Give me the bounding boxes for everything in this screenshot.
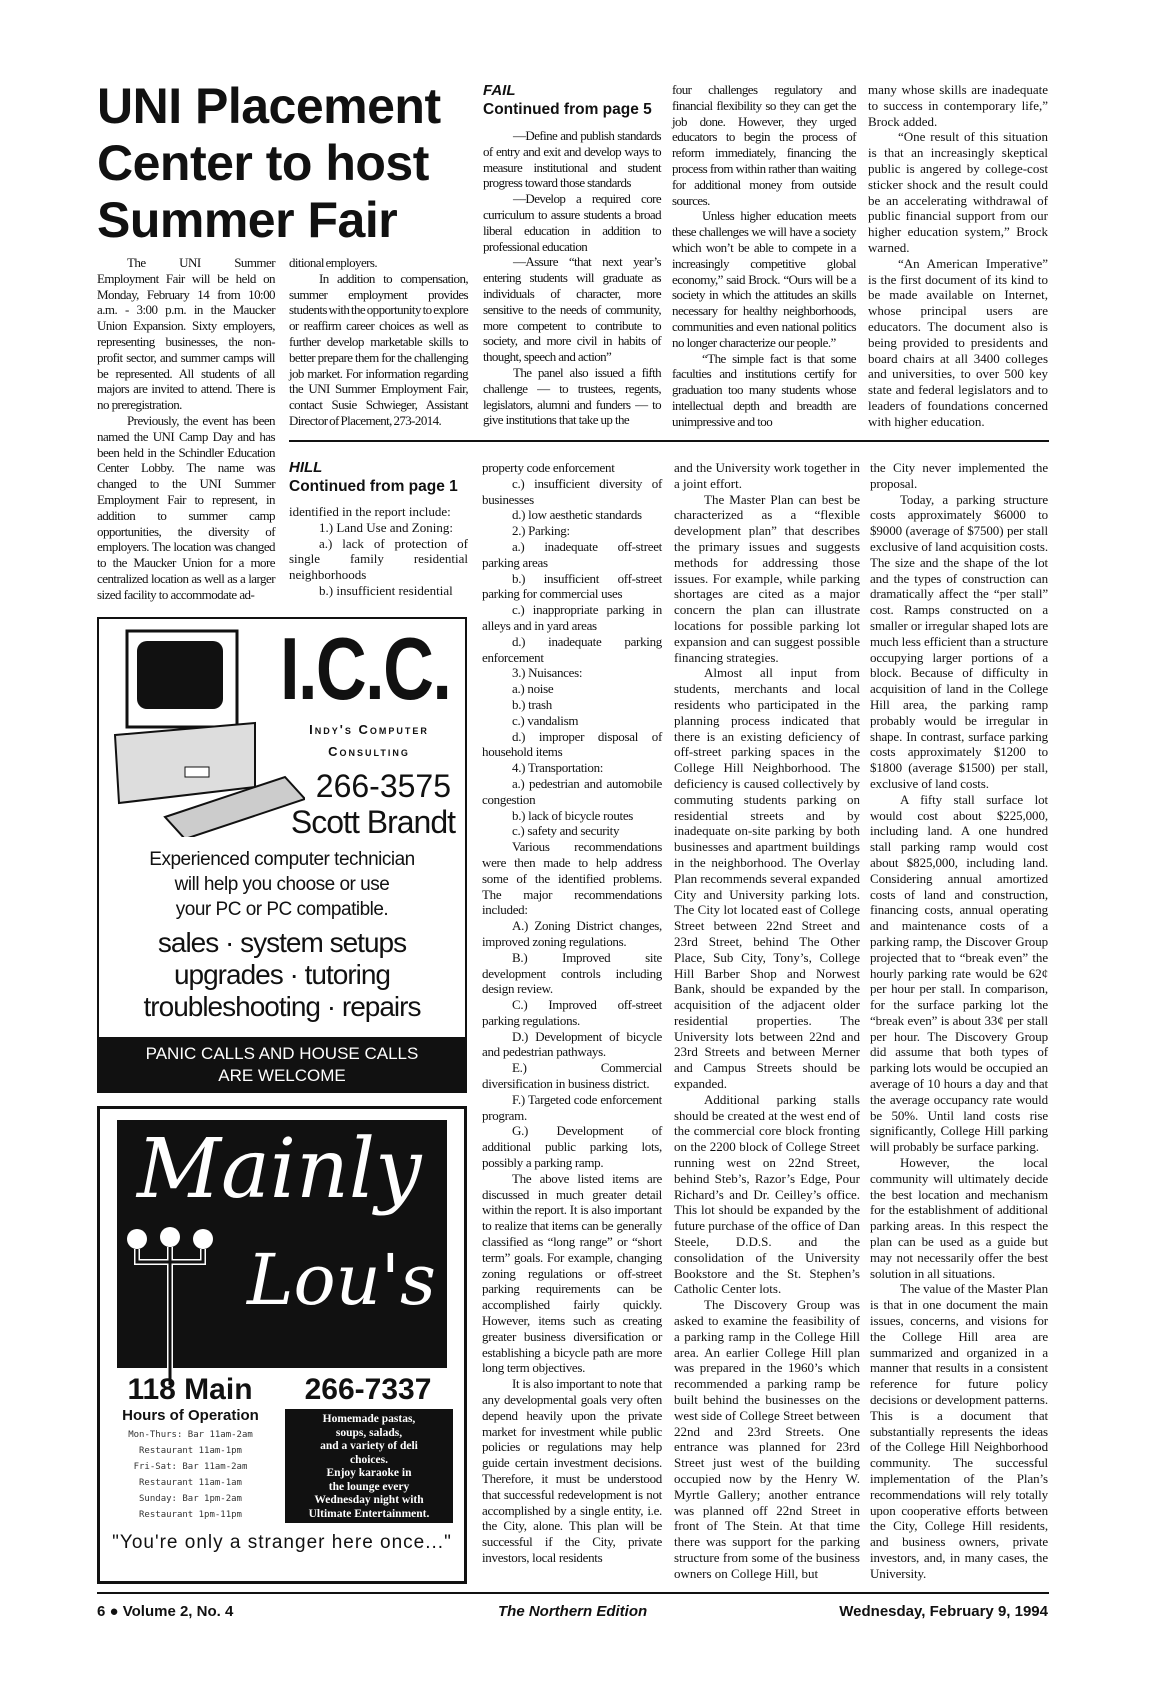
paragraph: b.) insufficient residential	[319, 582, 453, 598]
paragraph: In addition to compensation, summer employment provides students with the opportunity to explore or reaffirm career choices as well as further develop marketable skills to better prepare them for the challenging job market. For information regarding the UNI Summer Employment Fair, contact Susie Schwieger, Assistant Director of Placement, 273-2014.	[289, 270, 468, 428]
promo-line: Wednesday night with	[314, 1494, 424, 1506]
hill-column-1	[289, 504, 468, 599]
paragraph: G.) Development of additional public parking lots, possibly a parking ramp.	[482, 1123, 662, 1171]
hill-column-2	[482, 460, 662, 1566]
paragraph: and the University work together in a joint effort.	[674, 460, 860, 491]
paragraph: It is also important to note that any developmental goals very often depend heavily upon the private market for investment while public policies or regulations may help guide certain investment decisions. Therefore, it must be understood that successful redevelopment is not accomplished by a single entity, i.e. the City, alone. This plan will be successful if the City, private investors, local residents	[482, 1376, 662, 1565]
footer-date: Wednesday, February 9, 1994	[839, 1603, 1048, 1620]
paragraph: The above listed items are discussed in much greater detail within the report. It is also important to realize that items can be generally classified as “long range” or “short term” goals. For example, changing zoning regulations or off-street parking requirements can be accomplished fairly quickly. However, items such as creating greater business diversification or establishing a bicycle path are more long term objectives.	[482, 1170, 662, 1376]
paragraph: d.) inadequate parking enforcement	[482, 633, 662, 665]
paragraph: Additional parking stalls should be created at the west end of the commercial core block fronting on the 2200 block of College Street running west on 22nd Street, behind Steb’s, Razor’s Edge, Pour Richard’s and Dr. Ceilley’s office. This lot should be expanded by the future purchase of the office of Dan Steele, D.D.S. and the consolidation of the University Bookstore and the St. Stephen’s Catholic Center lots.	[674, 1091, 861, 1297]
paragraph: c.) vandalism	[512, 712, 579, 728]
paragraph: The UNI Summer Employment Fair will be held on Monday, February 14 from 10:00 a.m. - 3:00 p.m. in the Maucker Union Expansion. Sixty employers, representing businesses, the non-profit sector, and summer camps will be represented. All students of all majors are invited to attend. There is no preregistration.	[97, 255, 275, 413]
hours-line: Restaurant 11am-1am	[139, 1478, 242, 1488]
hill-continued-label: Continued from page 1	[289, 478, 458, 495]
icc-contact-name: Scott Brandt	[290, 804, 455, 840]
paragraph: Today, a parking structure costs approximately $6000 to $9000 (average of $7500) per stall exclusive of land acquisition costs. The size and the shape of the lot and the types of construction can dramatically affect the “per stall” cost. Ramps constructed on a smaller or irregular shaped lots are much less efficient than a structure occupying larger portions of a block. Because of difficulty in acquisition of land in the College Hill area, the parking ramp probably would be irregular in shape. In contrast, surface parking costs approximately $1200 to $1800 (average $1500) per stall, exclusive of land costs.	[870, 491, 1049, 791]
icc-blurb	[99, 847, 465, 922]
banner-line: ARE WELCOME	[218, 1066, 346, 1085]
lous-hours-title: Hours of Operation	[122, 1407, 259, 1424]
paragraph: F.) Targeted code enforcement program.	[482, 1091, 662, 1123]
fail-kicker: FAIL	[483, 82, 516, 99]
icc-banner	[97, 1037, 467, 1093]
footer-paper-name: The Northern Edition	[498, 1603, 648, 1620]
promo-line: the lounge every	[328, 1480, 410, 1493]
headline-line: Summer Fair	[97, 192, 398, 248]
hill-column-3	[674, 460, 860, 1582]
hours-line: Restaurant 1pm-11pm	[139, 1510, 242, 1520]
paragraph: “The simple fact is that some faculties and institutions certify for graduation too many students whose intellectual depth and breadth are unimpressive and too	[672, 350, 856, 429]
promo-line: soups, salads,	[335, 1426, 403, 1439]
paragraph: 2.) Parking:	[512, 523, 570, 539]
promo-line: choices.	[349, 1453, 388, 1466]
paragraph: A fifty stall surface lot would cost about $225,000, including land. A one hundred stall parking ramp would cost about $825,000, including land. Considering annual amortized costs of land and construction, financing costs, annual operating and maintenance costs of a parking ramp, the Discover Group projected that to “break even” the hourly parking rate would be 62¢ per hour per stall. In comparison, for the surface parking lot the “break even” is about 33¢ per stall per hour. The Discovery Group did assume that both types of parking lots would be occupied an average of 10 hours a day and that the average occupancy rate would be 50%. Until land costs rise significantly, College Hill parking will probably be surface parking.	[870, 791, 1048, 1155]
paragraph: However, the local community will ultimately decide the best location and mechanism for the establishment of additional parking areas. In this respect the plan can be used as a guide but may not necessarily offer the best solution in all situations.	[870, 1155, 1048, 1281]
paragraph: D.) Development of bicycle and pedestrian pathways.	[482, 1028, 662, 1060]
paragraph: The panel also issued a fifth challenge — to trustees, regents, legislators, alumni and funders — to give institutions that take up the	[483, 364, 661, 428]
uni-article-column-1	[97, 255, 275, 603]
fail-column-1	[483, 128, 661, 428]
blurb-line: Experienced computer technician	[149, 849, 415, 870]
services-line: upgrades · tutoring	[173, 959, 391, 990]
services-line: sales · system setups	[157, 927, 407, 958]
fail-continued-label: Continued from page 5	[483, 101, 652, 118]
blurb-line: will help you choose or use	[174, 874, 390, 895]
lous-logo-line-1: Mainly	[137, 1122, 422, 1217]
paragraph: A.) Zoning District changes, improved zoning regulations.	[482, 918, 662, 949]
hill-kicker: HILL	[289, 459, 323, 476]
promo-line: and a variety of deli	[320, 1440, 418, 1452]
paragraph: B.) Improved site development controls including design review.	[482, 949, 662, 997]
headline-line: Center to host	[97, 135, 429, 191]
icc-phone: 266-3575	[315, 768, 451, 804]
paragraph: a.) lack of protection of single family residential neighborhoods	[289, 535, 468, 583]
paragraph: Unless higher education meets these challenges we will have a society which won’t be able to compete in a increasingly competitive global economy,” said Brock. “Ours will be a society in which the attitudes an skills necessary for healthy neighborhoods, communities and even national politics no longer characterize our people.”	[672, 208, 856, 350]
hours-line: Mon-Thurs: Bar 11am-2am	[128, 1430, 253, 1440]
paragraph: a.) pedestrian and automobile congestion	[482, 775, 662, 807]
street-lamp-icon	[125, 1227, 215, 1387]
lous-logo-line-2: Lou's	[247, 1239, 436, 1321]
paragraph: The Master Plan can best be characterized as a “flexible development plan” that describes the primary issues and suggests methods for addressing those issues. For example, while parking shortages are cited as a major concern the plan can illustrate locations for possible parking lot expansion and can suggest possible financing strategies.	[674, 491, 860, 665]
paragraph: —Develop a required core curriculum to assure students a broad liberal education in addition to professional education	[483, 191, 661, 254]
paragraph: b.) lack of bicycle routes	[512, 807, 634, 823]
lous-hours-list	[108, 1427, 273, 1523]
paragraph: Previously, the event has been named the UNI Camp Day and has been held in the Schindler Education Center Lobby. The name was changed to the UNI Summer Employment Fair to represent, in addition to summer camp opportunities, the diversity of employers. The location was changed to the Maucker Union for a more centralized location as well as a larger sized facility to accommodate ad-	[97, 412, 275, 602]
paragraph: d.) improper disposal of household items	[482, 728, 662, 760]
paragraph: The Discovery Group was asked to examine the feasibility of a parking ramp in the College Hill area. An earlier College Hill plan was prepared in the 1960’s which recommended a parking ramp be built behind the businesses on the west side of College Street between 22nd and 23rd Streets. One entrance was planned for 23rd Street just west of the building occupied now by the Henry W. Myrtle Gallery; another entrance was planned off 22nd Street in front of The Stein. At that time there was support for the parking structure from some of the business owners on College Hill, but	[674, 1297, 860, 1581]
paragraph: c.) insufficient diversity of businesses	[482, 475, 662, 507]
paragraph: a.) noise	[512, 681, 554, 697]
hill-heading	[289, 459, 469, 497]
paragraph: C.) Improved off-street parking regulations.	[482, 997, 662, 1028]
fail-column-2	[672, 82, 856, 430]
hours-line: Restaurant 11am-1pm	[139, 1446, 242, 1456]
section-divider	[289, 440, 1049, 442]
paragraph: ditional employers.	[289, 255, 377, 270]
paragraph: Various recommendations were then made to help address some of the identified problems. The major recommendations included:	[482, 839, 662, 918]
lous-slogan: "You're only a stranger here once..."	[112, 1532, 452, 1553]
fail-heading	[483, 82, 663, 120]
paragraph: a.) inadequate off-street parking areas	[482, 538, 662, 570]
footer-page-volume: 6 ● Volume 2, No. 4	[97, 1603, 234, 1620]
promo-line: Homemade pastas,	[322, 1413, 416, 1425]
paragraph: 1.) Land Use and Zoning:	[319, 519, 453, 535]
paragraph: identified in the report include:	[289, 504, 451, 519]
lous-address: 118 Main	[127, 1373, 253, 1406]
paragraph: The value of the Master Plan is that in one document the main issues, concerns, and visions for the College Hill area are summarized and organized in a manner that results in a consistent reference for future policy decisions or development patterns. This is a document that substantially represents the ideas of the College Hill Neighborhood community. The successful implementation of the Plan’s recommendations will rely totally upon cooperative efforts between the City, College Hill residents, and business owners, private investors, and, in many cases, the University.	[870, 1281, 1048, 1581]
lous-phone: 266-7337	[304, 1373, 432, 1406]
paragraph: b.) trash	[512, 696, 552, 712]
paragraph: b.) insufficient off-street parking for commercial uses	[482, 570, 662, 602]
paragraph: —Assure “that next year’s entering students will graduate as individuals of character, more sensitive to the needs of community, more competent to contribute to society, and more civil in habits of thought, speech and action”	[483, 254, 661, 365]
paragraph: four challenges regulatory and financial flexibility so they can get the job done. However, they urged educators to begin the process of reform immediately, financing the process from within rather than waiting for additional money from outside sources.	[672, 82, 856, 208]
paragraph: “An American Imperative” is the first document of its kind to be made available on Internet, whose principal users are educators. The document also is being provided to presidents and board chairs at all 3400 colleges and universities, to over 500 key state and federal legislators and to leaders of foundations concerned with higher education.	[868, 255, 1048, 429]
promo-line: Ultimate Entertainment.	[308, 1507, 430, 1520]
services-line: troubleshooting · repairs	[143, 991, 421, 1022]
headline-line: UNI Placement	[97, 78, 441, 134]
banner-line: PANIC CALLS AND HOUSE CALLS	[145, 1044, 419, 1063]
paragraph: c.) inappropriate parking in alleys and in yard areas	[482, 602, 662, 633]
hill-column-4	[870, 460, 1048, 1582]
paragraph: many whose skills are inadequate to success in contemporary life,” Brock added.	[868, 82, 1048, 129]
paragraph: property code enforcement	[482, 460, 615, 475]
icc-company-name	[269, 719, 469, 763]
paragraph: Almost all input from students, merchants and local residents who participated in the planning process indicated that there is an existing deficiency of off-street parking spaces in the College Hill Neighborhood. The deficiency is caused collectively by commuting students parking on residential streets and by inadequate on-site parking by both businesses and apartment buildings in the neighborhood. The Overlay Plan recommends several expanded City and University parking lots. The City lot located east of College Street between 22nd Street and 23rd Street, behind The Other Place, Sub City, Tony’s, College Hill Barber Shop and Norwest Bank, should be expanded by the acquisition of the adjacent older residential properties. The University lots between 22nd and 23rd Streets and between Merner and Campus Streets should be expanded.	[674, 665, 860, 1092]
company-name-line: Consulting	[328, 744, 410, 759]
paragraph: —Define and publish standards of entry and exit and develop ways to measure institutional and student progress toward those standards	[483, 128, 661, 191]
icc-advertisement	[97, 617, 467, 1093]
hours-line: Sunday: Bar 1pm-2am	[139, 1494, 242, 1504]
promo-line: Enjoy karaoke in	[326, 1467, 412, 1479]
hours-line: Fri-Sat: Bar 11am-2am	[133, 1462, 248, 1472]
mainly-lous-advertisement	[97, 1106, 467, 1584]
paragraph: c.) safety and security	[512, 823, 620, 839]
uni-article-column-2	[289, 255, 468, 429]
paragraph: E.) Commercial diversification in business district.	[482, 1060, 662, 1092]
footer-rule	[97, 1592, 1049, 1594]
icc-services	[99, 927, 465, 1023]
paragraph: d.) low aesthetic standards	[512, 507, 642, 523]
paragraph: 4.) Transportation:	[512, 760, 604, 776]
paragraph: “One result of this situation is that an increasingly skeptical public is angered by college-cost sticker shock and the result could be an accelerating withdrawal of public financial support from our higher education system,” Brock warned.	[868, 129, 1048, 255]
lous-promo-box	[285, 1409, 453, 1523]
paragraph: the City never implemented the proposal.	[870, 460, 1048, 491]
icc-logo: I.C.C.	[280, 619, 451, 718]
fail-column-3	[868, 82, 1048, 430]
paragraph: 3.) Nuisances:	[512, 665, 583, 681]
uni-headline	[97, 78, 441, 249]
blurb-line: your PC or PC compatible.	[175, 899, 389, 920]
company-name-line: Indy's Computer	[309, 722, 429, 737]
